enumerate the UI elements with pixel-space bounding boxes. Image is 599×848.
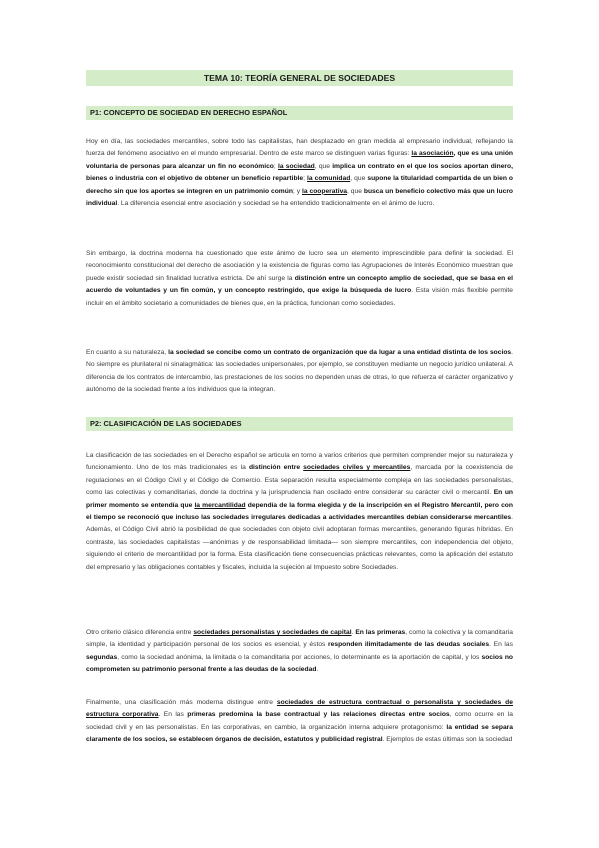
text-run: Otro criterio clásico diferencia entre: [86, 629, 194, 636]
underlined-term: la mercantilidad: [194, 501, 246, 509]
text-run: ; y: [292, 187, 302, 195]
paragraph: [86, 347, 513, 397]
text-run: En cuanto a su naturaleza,: [86, 349, 169, 356]
underlined-term: sociedades de estructura contractual o personalista y sociedades de estructura corporativa: [86, 699, 513, 719]
text-run: , que: [350, 175, 368, 183]
bold-text: En un primer momento se entendía que: [86, 489, 513, 509]
text-run: ;: [273, 162, 278, 170]
underlined-term: la sociedad: [277, 162, 315, 170]
underlined-term: sociedades civiles y mercantiles: [303, 464, 411, 472]
text-run: . En las: [158, 711, 188, 719]
text-run: , como la sociedad anónima, la limitada o la comanditaria por acciones, lo determinante es la aportación de capital, y los: [117, 653, 482, 661]
text-run: La clasificación de las sociedades en el Derecho español se articula en torno a varios criterios que permiten comprender mejor su naturaleza y funcionamiento. Uno de los más tradicionales es la: [86, 452, 513, 472]
paragraph: [86, 697, 513, 747]
section-heading-label: P2: CLASIFICACIÓN DE LAS SOCIEDADES: [90, 419, 242, 428]
bold-text: dependía de la forma elegida y de la inscripción en el Registro Mercantil, pero con el tiempo se reconoció que incluso las sociedades irregulares dedicadas a actividades mercantiles debían considerarse mercantiles: [86, 501, 513, 522]
paragraph: [86, 136, 513, 210]
text-run: , como la colectiva y la comanditaria simple, la identidad y participación personal de los socios es esencial, y éstos: [86, 629, 514, 649]
bold-text: segundas: [86, 653, 118, 661]
text-run: , marcada por la coexistencia de regulaciones en el Código Civil y el Código de Comercio. Esta separación resulta especialmente compleja en las sociedades personalistas, como las colectivas y comanditarias, donde la doctrina y la jurisprudencia han oscilado entre considerar su carácter civil o mercantil.: [86, 464, 513, 497]
paragraph: [86, 450, 513, 574]
underlined-term: la cooperativa: [301, 187, 348, 195]
text-run: .: [351, 629, 356, 636]
bold-text: primeras predomina la base contractual y las relaciones directas entre socios: [187, 711, 450, 719]
underlined-term: la asociación: [411, 150, 454, 158]
text-run: .: [316, 666, 319, 674]
bold-text: supone la titularidad compartida de un bien o derecho sin que los aportes se integren en un patrimonio común: [86, 175, 514, 195]
paragraph: [86, 627, 513, 677]
text-run: , que: [314, 162, 333, 170]
text-run: . La diferencia esencial entre asociación y sociedad se ha entendido tradicionalmente en el ánimo de lucro.: [117, 200, 435, 208]
bold-text: implica un contrato en el que los socios aportan dinero, bienes o industria con el objetivo de obtener un beneficio repartible: [86, 162, 513, 183]
text-run: ;: [303, 175, 308, 183]
bold-text: la entidad se separa claramente de los socios, se establecen órganos de decisión, estatutos y publicidad registral: [86, 723, 513, 744]
section-heading-p2: [86, 417, 513, 431]
bold-text: busca un beneficio colectivo más que un lucro individual: [86, 187, 514, 208]
bold-text: socios no comprometen su patrimonio personal frente a las deudas de la sociedad: [86, 653, 513, 674]
paragraph: [86, 248, 513, 310]
document-title: TEMA 10: TEORÍA GENERAL DE SOCIEDADES: [86, 70, 513, 86]
text-run: , que: [347, 187, 364, 195]
bold-text: la sociedad se concibe como un contrato de organización que da lugar a una entidad distinta de los socios: [168, 349, 512, 356]
text-run: Sin embargo, la doctrina moderna ha cuestionado que este ánimo de lucro sea un elemento imprescindible para definir la sociedad. El reconocimiento constitucional del derecho de asociación y la existencia de figuras como las Agrupaciones de Interés Económico muestran que puede existir sociedad sin finalidad lucrativa estricta. De ahí surge la: [86, 250, 513, 282]
text-run: . Esta visión más flexible permite incluir en el ámbito societario a comunidades de bienes que, en la práctica, funcionan como sociedades.: [86, 287, 513, 307]
bold-text: distinción entre un concepto amplio de sociedad, que se basa en el acuerdo de voluntades y un fin común, y un concepto restringido, que exige la búsqueda de lucro: [86, 274, 513, 295]
underlined-term: sociedades personalistas y sociedades de capital: [193, 629, 352, 636]
text-run: . No siempre es plurilateral ni sinalagmática: las sociedades unipersonales, por ejemplo, se constituyen mediante un negocio jurídico unilateral. A diferencia de los contratos de intercambio, las prestaciones de los socios no dependen unas de otras, lo que refuerza el carácter organizativo y autónomo de la sociedad frente a los individuos que la integran.: [86, 349, 514, 394]
section-heading-p1: [86, 106, 513, 120]
bold-text: responden ilimitadamente de las deudas sociales: [328, 641, 490, 649]
text-run: Finalmente, una clasificación más moderna distingue entre: [86, 699, 277, 706]
section-heading-label: P1: CONCEPTO DE SOCIEDAD EN DERECHO ESPAÑOL: [90, 108, 288, 117]
text-run: . Ejemplos de estas últimas son la sociedad: [382, 736, 513, 744]
text-run: . Además, el Código Civil abrió la posibilidad de que sociedades con objeto civil adoptaran formas mercantiles, generando figuras híbridas. En contraste, las sociedades capitalistas —anónimas y de responsabilidad limitada— son siempre mercantiles, con independencia del objeto, siguiendo el criterio de mercantilidad por la forma. Esta clasificación tiene consecuencias prácticas relevantes, como la aplicación del estatuto del empresario y las obligaciones contables y fiscales, incluida la sujeción al Impuesto sobre Sociedades.: [86, 514, 513, 571]
text-run: Hoy en día, las sociedades mercantiles, sobre todo las capitalistas, han desplazado en gran medida al empresario individual, reflejando la fuerza del fenómeno asociativo en el mundo empresarial. Dentro de este marco se distinguen varias figuras:: [86, 138, 513, 158]
bold-text: distinción entre: [248, 464, 304, 472]
text-run: . En las: [489, 641, 513, 649]
bold-text: En las primeras: [355, 629, 406, 636]
text-run: , como ocurre en la sociedad civil y en las personalistas. En las corporativas, en cambio, la organización interna adquiere protagonismo:: [86, 711, 513, 731]
underlined-term: la comunidad: [307, 175, 351, 183]
bold-text: , que es una unión voluntaria de personas para alcanzar un fin no económico: [86, 150, 513, 170]
